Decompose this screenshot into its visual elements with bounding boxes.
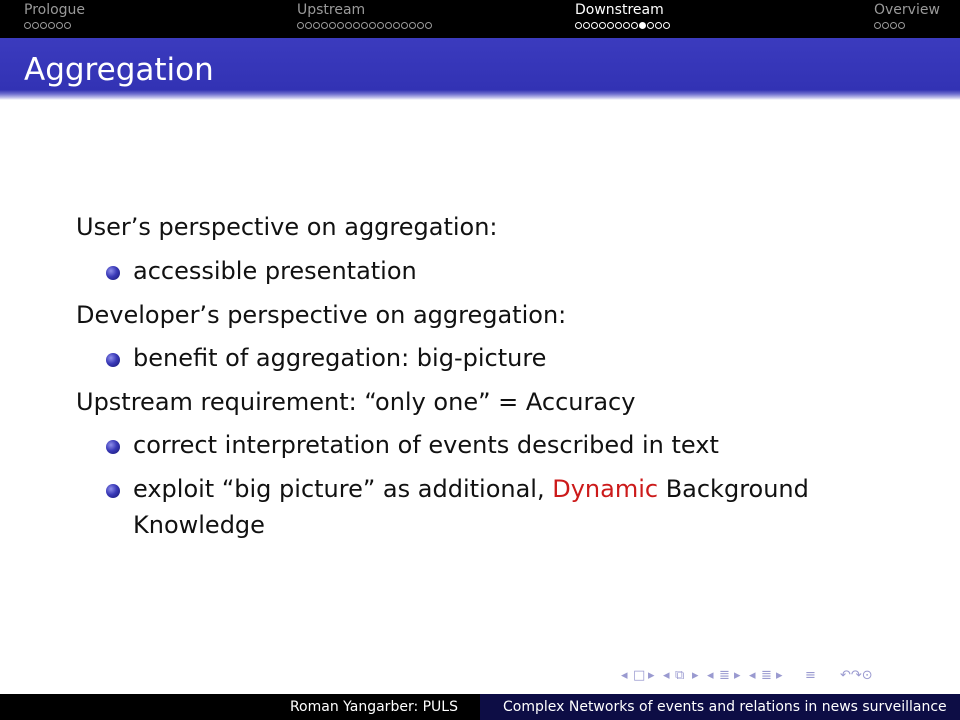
prev-subsection-icon[interactable]: ◂ [663,668,670,683]
next-frame-icon[interactable]: ▸ [648,668,655,683]
emphasis-dynamic: Dynamic [552,475,659,503]
frame-dot[interactable] [305,22,312,29]
frame-dot[interactable] [890,22,897,29]
frame-dot[interactable] [882,22,889,29]
frame-dot[interactable] [353,22,360,29]
frame-dot[interactable] [663,22,670,29]
section-icon[interactable]: ≣ [719,668,730,683]
bullet-benefit: benefit of aggregation: big-picture [133,344,547,372]
frame-dot[interactable] [409,22,416,29]
nav-dots-upstream[interactable] [297,22,432,29]
frame-dot[interactable] [599,22,606,29]
nav-section-overview[interactable]: Overview [874,2,940,18]
footer-title-box [480,694,960,720]
frame-dot[interactable] [874,22,881,29]
frame-dot[interactable] [425,22,432,29]
frame-dot[interactable] [393,22,400,29]
subsection-icon[interactable]: ⧉ [675,668,685,683]
heading-upstream-requirement: Upstream requirement: “only one” = Accuracy [76,388,636,416]
bullet-icon [106,440,120,454]
bullet-exploit-big-picture [133,474,809,504]
frame-dot[interactable] [337,22,344,29]
appendix-icon[interactable]: ≡ [805,668,816,683]
bullet-icon [106,484,120,498]
nav-dots-downstream[interactable] [575,22,670,29]
frame-dot[interactable] [321,22,328,29]
frame-title: Aggregation [24,52,214,88]
next-document-icon[interactable]: ▸ [776,668,783,683]
frame-title-bar [0,38,960,100]
search-back-forward-icon[interactable]: ↶↷⊙ [840,668,873,683]
prev-frame-icon[interactable]: ◂ [621,668,628,683]
nav-dots-overview[interactable] [874,22,905,29]
bullet-exploit-continuation: Knowledge [133,511,265,539]
frame-dot[interactable] [56,22,63,29]
bullet-icon [106,353,120,367]
beamer-navigation-symbols [600,668,955,688]
frame-dot[interactable] [607,22,614,29]
frame-dot[interactable] [401,22,408,29]
footer-author: Roman Yangarber: PULS [289,699,458,715]
document-icon[interactable]: ≣ [761,668,772,683]
bullet-exploit-text-end: Background [658,475,809,503]
heading-developer-perspective: Developer’s perspective on aggregation: [76,301,567,329]
bullet-correct-interpretation: correct interpretation of events described in text [133,431,719,459]
frame-dot[interactable] [417,22,424,29]
prev-document-icon[interactable]: ◂ [749,668,756,683]
frame-icon[interactable]: □ [633,668,646,683]
prev-section-icon[interactable]: ◂ [707,668,714,683]
frame-dot[interactable] [313,22,320,29]
nav-section-upstream[interactable]: Upstream [297,2,366,18]
footer-talk-title: Complex Networks of events and relations in news surveillance [503,699,947,715]
nav-section-prologue[interactable]: Prologue [24,2,86,18]
frame-dot[interactable] [655,22,662,29]
frame-dot[interactable] [377,22,384,29]
frame-dot[interactable] [631,22,638,29]
next-section-icon[interactable]: ▸ [734,668,741,683]
frame-dot[interactable] [898,22,905,29]
bullet-exploit-text: exploit “big picture” as additional, [133,475,553,503]
frame-dot[interactable] [32,22,39,29]
nav-dots-prologue[interactable] [24,22,71,29]
frame-dot[interactable] [385,22,392,29]
frame-dot[interactable] [591,22,598,29]
bullet-accessible-presentation: accessible presentation [133,257,417,285]
heading-user-perspective: User’s perspective on aggregation: [76,213,498,241]
frame-dot[interactable] [40,22,47,29]
section-navigation-bar [0,0,960,38]
footer-bar [0,694,960,720]
frame-dot[interactable] [575,22,582,29]
frame-dot[interactable] [24,22,31,29]
frame-dot[interactable] [623,22,630,29]
frame-dot[interactable] [647,22,654,29]
frame-dot[interactable] [369,22,376,29]
bullet-icon [106,266,120,280]
frame-dot[interactable] [329,22,336,29]
frame-dot[interactable] [48,22,55,29]
frame-dot[interactable] [583,22,590,29]
footer-author-box [0,694,480,720]
next-subsection-icon[interactable]: ▸ [692,668,699,683]
frame-dot[interactable] [361,22,368,29]
frame-dot[interactable] [297,22,304,29]
frame-dot[interactable] [345,22,352,29]
current-frame-dot[interactable] [639,22,646,29]
frame-dot[interactable] [615,22,622,29]
nav-section-downstream[interactable]: Downstream [575,2,664,18]
frame-dot[interactable] [64,22,71,29]
